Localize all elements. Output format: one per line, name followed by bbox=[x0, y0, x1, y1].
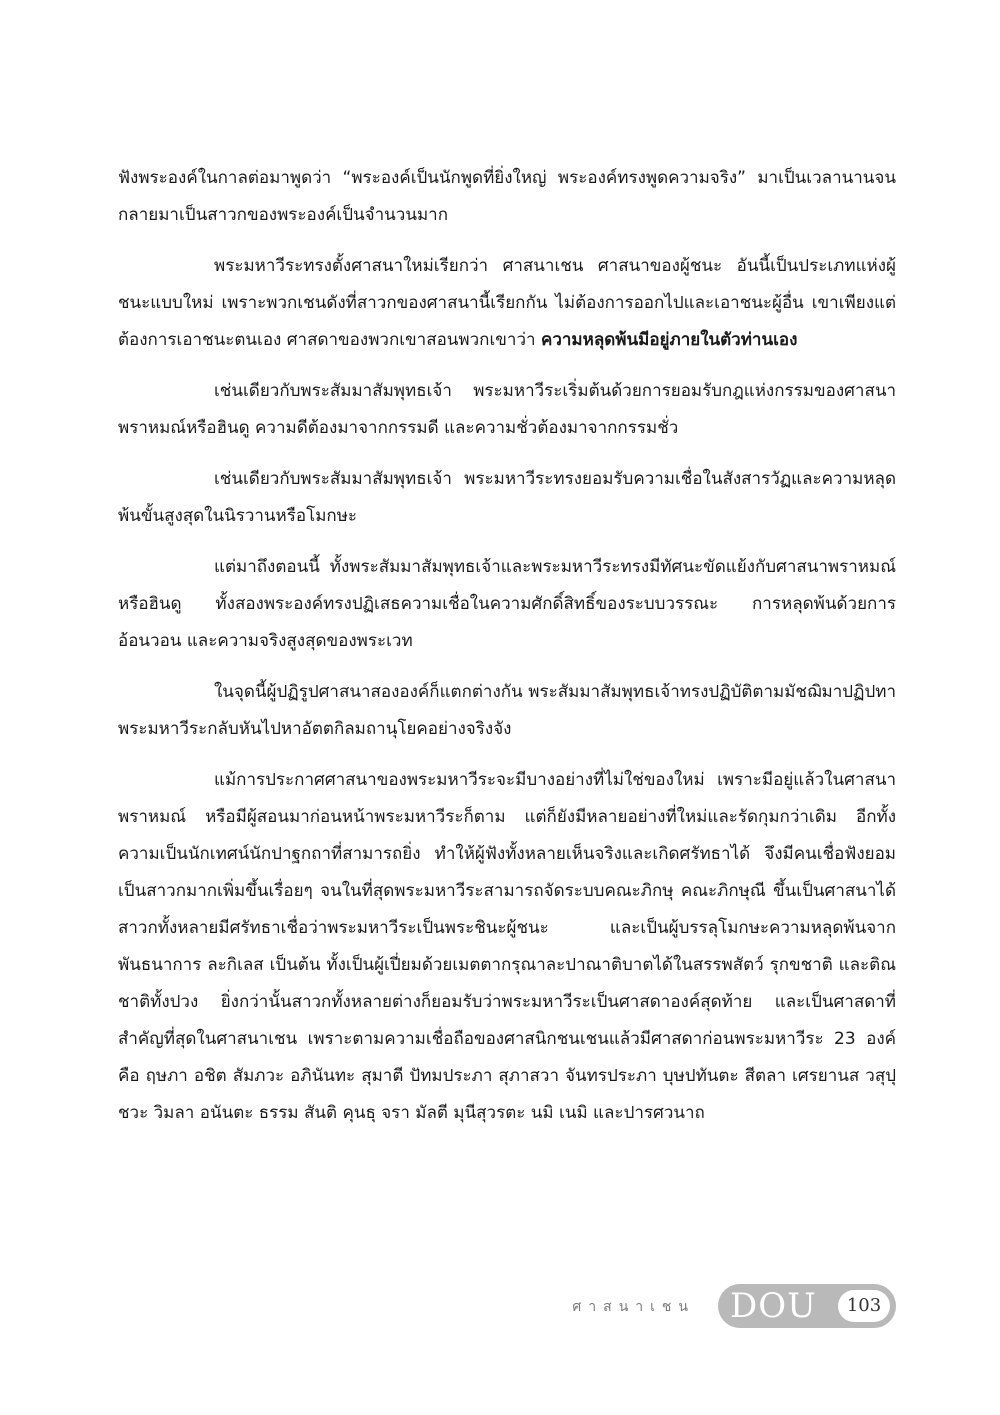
paragraph-7: แม้การประกาศศาสนาของพระมหาวีระจะมีบางอย่างที่ไม่ใช่ของใหม่ เพราะมีอยู่แล้วในศาสนาพราหมณ์ หรือมีผู้สอนมาก่อนหน้าพระมหาวีระก็ตาม แต่ก็ยังมีหลายอย่างที่ใหม่และรัดกุมกว่าเดิม อีกทั้งความเป็นนักเทศน์นักปาฐกถาที่สามารถยิ่ง ทำให้ผู้ฟังทั้งหลายเห็นจริงและเกิดศรัทธาได้ จึงมีคนเชื่อฟังยอมเป็นสาวกมากเพิ่มขึ้นเรื่อยๆ จนในที่สุดพระมหาวีระสามารถจัดระบบคณะภิกษุ คณะภิกษุณี ขึ้นเป็นศาสนาได้ สาวกทั้งหลายมีศรัทธาเชื่อว่าพระมหาวีระเป็นพระชินะผู้ชนะ และเป็นผู้บรรลุโมกษะความหลุดพ้นจากพันธนาการ ละกิเลส เป็นต้น ทั้งเป็นผู้เปี่ยมด้วยเมตตากรุณาละปาณาติบาตได้ในสรรพสัตว์ รุกขชาติ และติณชาติทั้งปวง ยิ่งกว่านั้นสาวกทั้งหลายต่างก็ยอมรับว่าพระมหาวีระเป็นศาสดาองค์สุดท้าย และเป็นศาสดาที่สำคัญที่สุดในศาสนาเชน เพราะตามความเชื่อถือของศาสนิกชนเชนแล้วมีศาสดาก่อนพระมหาวีระ 23 องค์ คือ ฤษภา อชิต สัมภวะ อภินันทะ สุมาตี ปัทมประภา สุภาสวา จันทรประภา บุษปทันตะ สีตลา เศรยานส วสุปุชวะ วิมลา อนันตะ ธรรม สันติ คุนธุ จรา มัลตี มุนีสุวรตะ นมิ เนมิ และปารศวนาถ bbox=[118, 770, 896, 1123]
page-number: 103 bbox=[838, 1290, 890, 1322]
dou-badge bbox=[718, 1284, 896, 1328]
body-text bbox=[118, 160, 896, 1146]
paragraph-3: เช่นเดียวกับพระสัมมาสัมพุทธเจ้า พระมหาวีระเริ่มต้นด้วยการยอมรับกฎแห่งกรรมของศาสนาพราหมณ์หรือฮินดู ความดีต้องมาจากกรรมดี และความชั่วต้องมาจากกรรมชั่ว bbox=[118, 381, 896, 438]
paragraph-2 bbox=[118, 248, 896, 359]
paragraph-2-text: พระมหาวีระทรงตั้งศาสนาใหม่เรียกว่า ศาสนาเชน ศาสนาของผู้ชนะ อันนี้เป็นประเภทแห่งผู้ชนะแบบใหม่ เพราะพวกเชนดังที่สาวกของศาสนานี้เรียกกัน ไม่ต้องการออกไปและเอาชนะผู้อื่น เขาเพียงแต่ต้องการเอาชนะตนเอง ศาสดาของพวกเขาสอนพวกเขาว่า bbox=[118, 256, 896, 350]
paragraph-2-emphasis: ความหลุดพ้นมีอยู่ภายในตัวท่านเอง bbox=[540, 330, 798, 350]
paragraph-1: ฟังพระองค์ในกาลต่อมาพูดว่า “พระองค์เป็นนักพูดที่ยิ่งใหญ่ พระองค์ทรงพูดความจริง” มาเป็นเวลานานจนกลายมาเป็นสาวกของพระองค์เป็นจำนวนมาก bbox=[118, 168, 896, 225]
page-footer bbox=[540, 1282, 900, 1332]
paragraph-6: ในจุดนี้ผู้ปฏิรูปศาสนาสององค์ก็แตกต่างกัน พระสัมมาสัมพุทธเจ้าทรงปฏิบัติตามมัชฌิมาปฏิปทา พระมหาวีระกลับหันไปหาอัตตกิลมถานุโยคอย่างจริงจัง bbox=[118, 682, 896, 739]
paragraph-4: เช่นเดียวกับพระสัมมาสัมพุทธเจ้า พระมหาวีระทรงยอมรับความเชื่อในสังสารวัฏและความหลุดพ้นขั้นสูงสุดในนิรวานหรือโมกษะ bbox=[118, 469, 896, 526]
paragraph-5: แต่มาถึงตอนนี้ ทั้งพระสัมมาสัมพุทธเจ้าและพระมหาวีระทรงมีทัศนะขัดแย้งกับศาสนาพราหมณ์หรือฮินดู ทั้งสองพระองค์ทรงปฏิเสธความเชื่อในความศักดิ์สิทธิ์ของระบบวรรณะ การหลุดพ้นด้วยการอ้อนวอน และความจริงสูงสุดของพระเวท bbox=[118, 557, 896, 651]
running-title: ศาสนาเชน bbox=[572, 1299, 695, 1315]
dou-logo: DOU bbox=[730, 1286, 817, 1326]
